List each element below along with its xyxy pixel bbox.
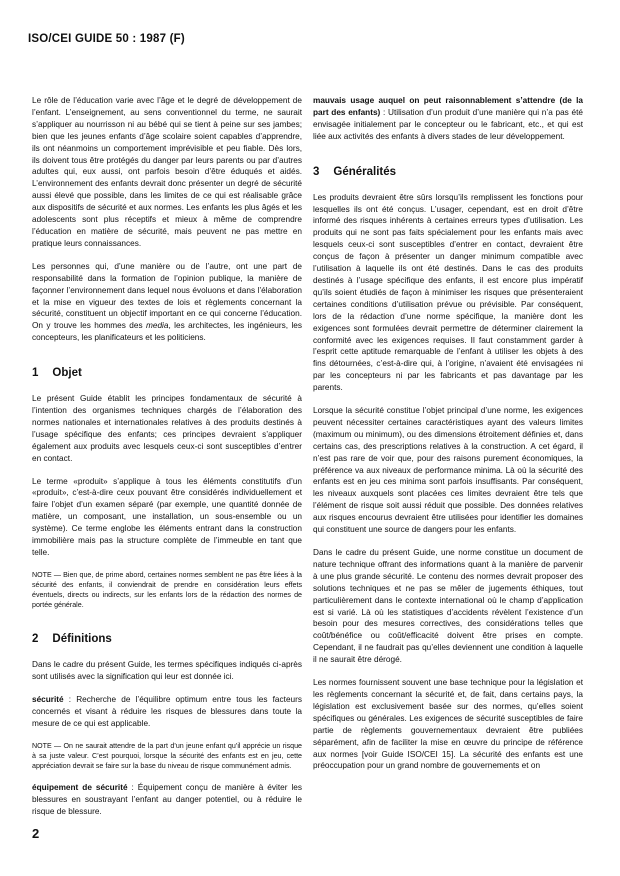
paragraph: Dans le cadre du présent Guide, une norme constitue un document de nature technique offrant des informations quant à la manière de parvenir à une plus grande sécurité. Le contenu des normes devrait proposer des solutions techniques et ne pas se mêler de jugements éthiques, tout particulièrement dans le contexte international où le champ d’application est si varié. Là où les statistiques d’accidents révèlent l’existence d’un besoin pour des mesures correctives, des considérations telles que coût/bénéfice ou coût/efficacité doivent être prises en compte. Cependant, il ne faudrait pas qu’elles deviennent une condition à laquelle il ne saurait être dérogé. [313, 548, 583, 665]
document-header: ISO/CEI GUIDE 50 : 1987 (F) [28, 33, 185, 45]
right-column [313, 95, 583, 772]
paragraph: Les produits devraient être sûrs lorsqu’ils remplissent les fonctions pour lesquelles ils ont été conçus. L’usager, cependant, est en droit d’être informé des risques inhérents à certaines erreurs types d’utilisation. Les produits qui ne sont pas faits spécialement pour les enfants mais avec lesquels ceux-ci sont susceptibles d’entrer en contact, devraient être conçus de façon à présenter un danger minimum compatible avec l’utilisation à laquelle ils ont été destinés. Dans le cas des produits destinés à l’usage spécifique des enfants, il est encore plus impératif qu’ils soient étudiés de façon à minimiser les risques que présenteraient certaines conditions d’utilisation prévue ou prévisible. Par conséquent, lors de la rédaction d’une norme spécifique, la manière dont les exigences sont formulées devrait permettre de déterminer clairement la conformité avec les exigences requises. Il faut constamment garder à l’esprit cette aptitude remarquable de l’enfant à utiliser les objets à des fins détournées, c’est-à-dire qui, à l’origine, n’avaient été envisagées ni par les concepteurs ni par les fabricants et pas davantage par les parents. [313, 192, 583, 393]
section-number: 1 [32, 367, 39, 380]
paragraph: Le rôle de l’éducation varie avec l’âge et le degré de développement de l’enfant. L’enseignement, au sens conventionnel du terme, ne saurait s’appliquer au nourrisson ni au bébé qui se tient à peine sur ses jambes; bien que les jeunes enfants d’âge scolaire soient capables d’apprendre, ils ont néanmoins un comportement imprévisible et peu fiable. Dès lors, ils doivent tous être protégés du danger par leurs parents ou par d’autres adultes qui, eux aussi, ont parfois besoin d’être éduqués et aidés. L’environnement des enfants devrait donc présenter un degré de sécurité aussi élevé que possible, dans les limites de ce qui est réalisable grâce aux dispositifs de sécurité et aux normes. Les enfants les plus âgés et les adolescents sont plus réceptifs et mieux à même de comprendre l’éducation en matière de sécurité, mais peuvent ne pas mettre en pratique leurs connaissances. [32, 96, 302, 248]
section-title: Objet [52, 367, 82, 380]
section-title: Définitions [52, 633, 112, 646]
section-number: 3 [313, 165, 320, 178]
note: NOTE — Bien que, de prime abord, certaines normes semblent ne pas être liées à la sécurité des enfants, il conviendrait de prendre en considération leurs effets éventuels, directs ou indirects, sur les enfants lors de la rédaction des normes de portée générale. [32, 570, 302, 610]
definition-mauvais-usage [313, 95, 583, 143]
text-run: Les personnes qui, d’une manière ou de l’autre, ont une part de responsabilité dans la formation de l’opinion publique, la manière de façonner l’environnement dans lequel nous évoluons et dans l’élaboration et la mise en vigueur des textes de lois et règlements concernant la sécurité, constituent un objectif important en ce qui concerne l’éducation. On y trouve les hommes des [32, 261, 302, 331]
paragraph: Le terme «produit» s’applique à tous les éléments constitutifs d’un «produit», c’est-à-dire ceux pouvant être considérés individuellement et faire l’objet d’un examen séparé (par exemple, une quantité donnée de matière, un composant, une installation, un sous-ensemble ou un système). Ce terme englobe les éléments entrant dans la construction immobilière mais pas la structure complète de l’immeuble en tant que telle. [32, 476, 302, 557]
definition-text: : Utilisation d’un produit d’une manière qui n’a pas été envisagée initialement par le concepteur ou le fabricant, etc., et qui est liée aux activités des enfants à divers stades de leur développement. [313, 107, 583, 141]
italic-term: media [146, 321, 169, 331]
definition-term: mauvais usage auquel on peut raisonnablement s’attendre (de la part des enfants) [313, 96, 583, 117]
paragraph: Dans le cadre du présent Guide, les termes spécifiques indiqués ci-après sont utilisés avec la signification qui leur est donnée ici. [32, 660, 302, 682]
definition-securite [32, 694, 302, 730]
section-heading-objet [32, 367, 302, 379]
definition-term: sécurité [32, 695, 64, 705]
definition-equipement [32, 782, 302, 818]
paragraph: Lorsque la sécurité constitue l’objet principal d’une norme, les exigences peuvent nécessiter certaines caractéristiques ayant des valeurs limites (maximum ou minimum), ou des dimensions étroitement définies et, dans certains cas, des prescriptions relatives à la construction. A cet égard, il n’est pas rare de voir que, pour des raisons purement économiques, la préférence va aux niveaux de performance minima. Là où la sécurité des enfants est en jeu ces minima sont parfois insuffisants. Par conséquent, les niveaux auxquels sont placées ces limites devraient être tels que l’élément de risque soit aussi réduit que possible. Des données relatives aux risques encourus devraient être utilisées pour identifier les domaines qui constituent une source de dangers pour les enfants. [313, 406, 583, 535]
paragraph: Les normes fournissent souvent une base technique pour la législation et les règlements concernant la sécurité et, de fait, dans certains pays, la législation est exclusivement basée sur des normes, qu’elles soient spécifiques ou générales. Les exigences de sécurité susceptibles de faire partie de règlements gouvernementaux devraient être publiées séparément, afin de faciliter la mise en œuvre du principe de référence aux normes [voir Guide ISO/CEI 15]. La sécurité des enfants est une préoccupation pour un grand nombre de gouvernements et on [313, 678, 583, 771]
definition-text: : Recherche de l’équilibre optimum entre tous les facteurs concernés et visant à réduire les risques de blessures dans toute la mesure de ce qui est applicable. [32, 695, 302, 728]
section-number: 2 [32, 633, 39, 646]
paragraph: Le présent Guide établit les principes fondamentaux de sécurité à l’intention des organismes techniques chargés de l’élaboration des normes nationales et internationales relatives à des produits destinés à l’usage spécifique des enfants; ces principes devraient s’appliquer également aux produits avec lesquels ceux-ci sont susceptibles d’entrer en contact. [32, 394, 302, 463]
page-number: 2 [32, 826, 40, 841]
section-heading-generalites [313, 166, 583, 178]
section-heading-definitions [32, 633, 302, 645]
text-run: , les architectes, les ingénieurs, les concepteurs, les planificateurs et les politiciens. [32, 321, 303, 343]
definition-term: équipement de sécurité [32, 783, 128, 793]
left-column [32, 95, 302, 818]
note: NOTE — On ne saurait attendre de la part d’un jeune enfant qu’il apprécie un risque à sa juste valeur. C’est pourquoi, lorsque la sécurité des enfants est en jeu, cette appréciation devrait se faire sur la base du niveau de risque communément admis. [32, 741, 302, 770]
section-title: Généralités [333, 165, 397, 178]
definition-text: : Équipement conçu de manière à éviter les blessures en soustrayant l’enfant au danger potentiel, ou à réduire le risque de blessure. [32, 783, 302, 816]
paragraph [32, 261, 302, 344]
